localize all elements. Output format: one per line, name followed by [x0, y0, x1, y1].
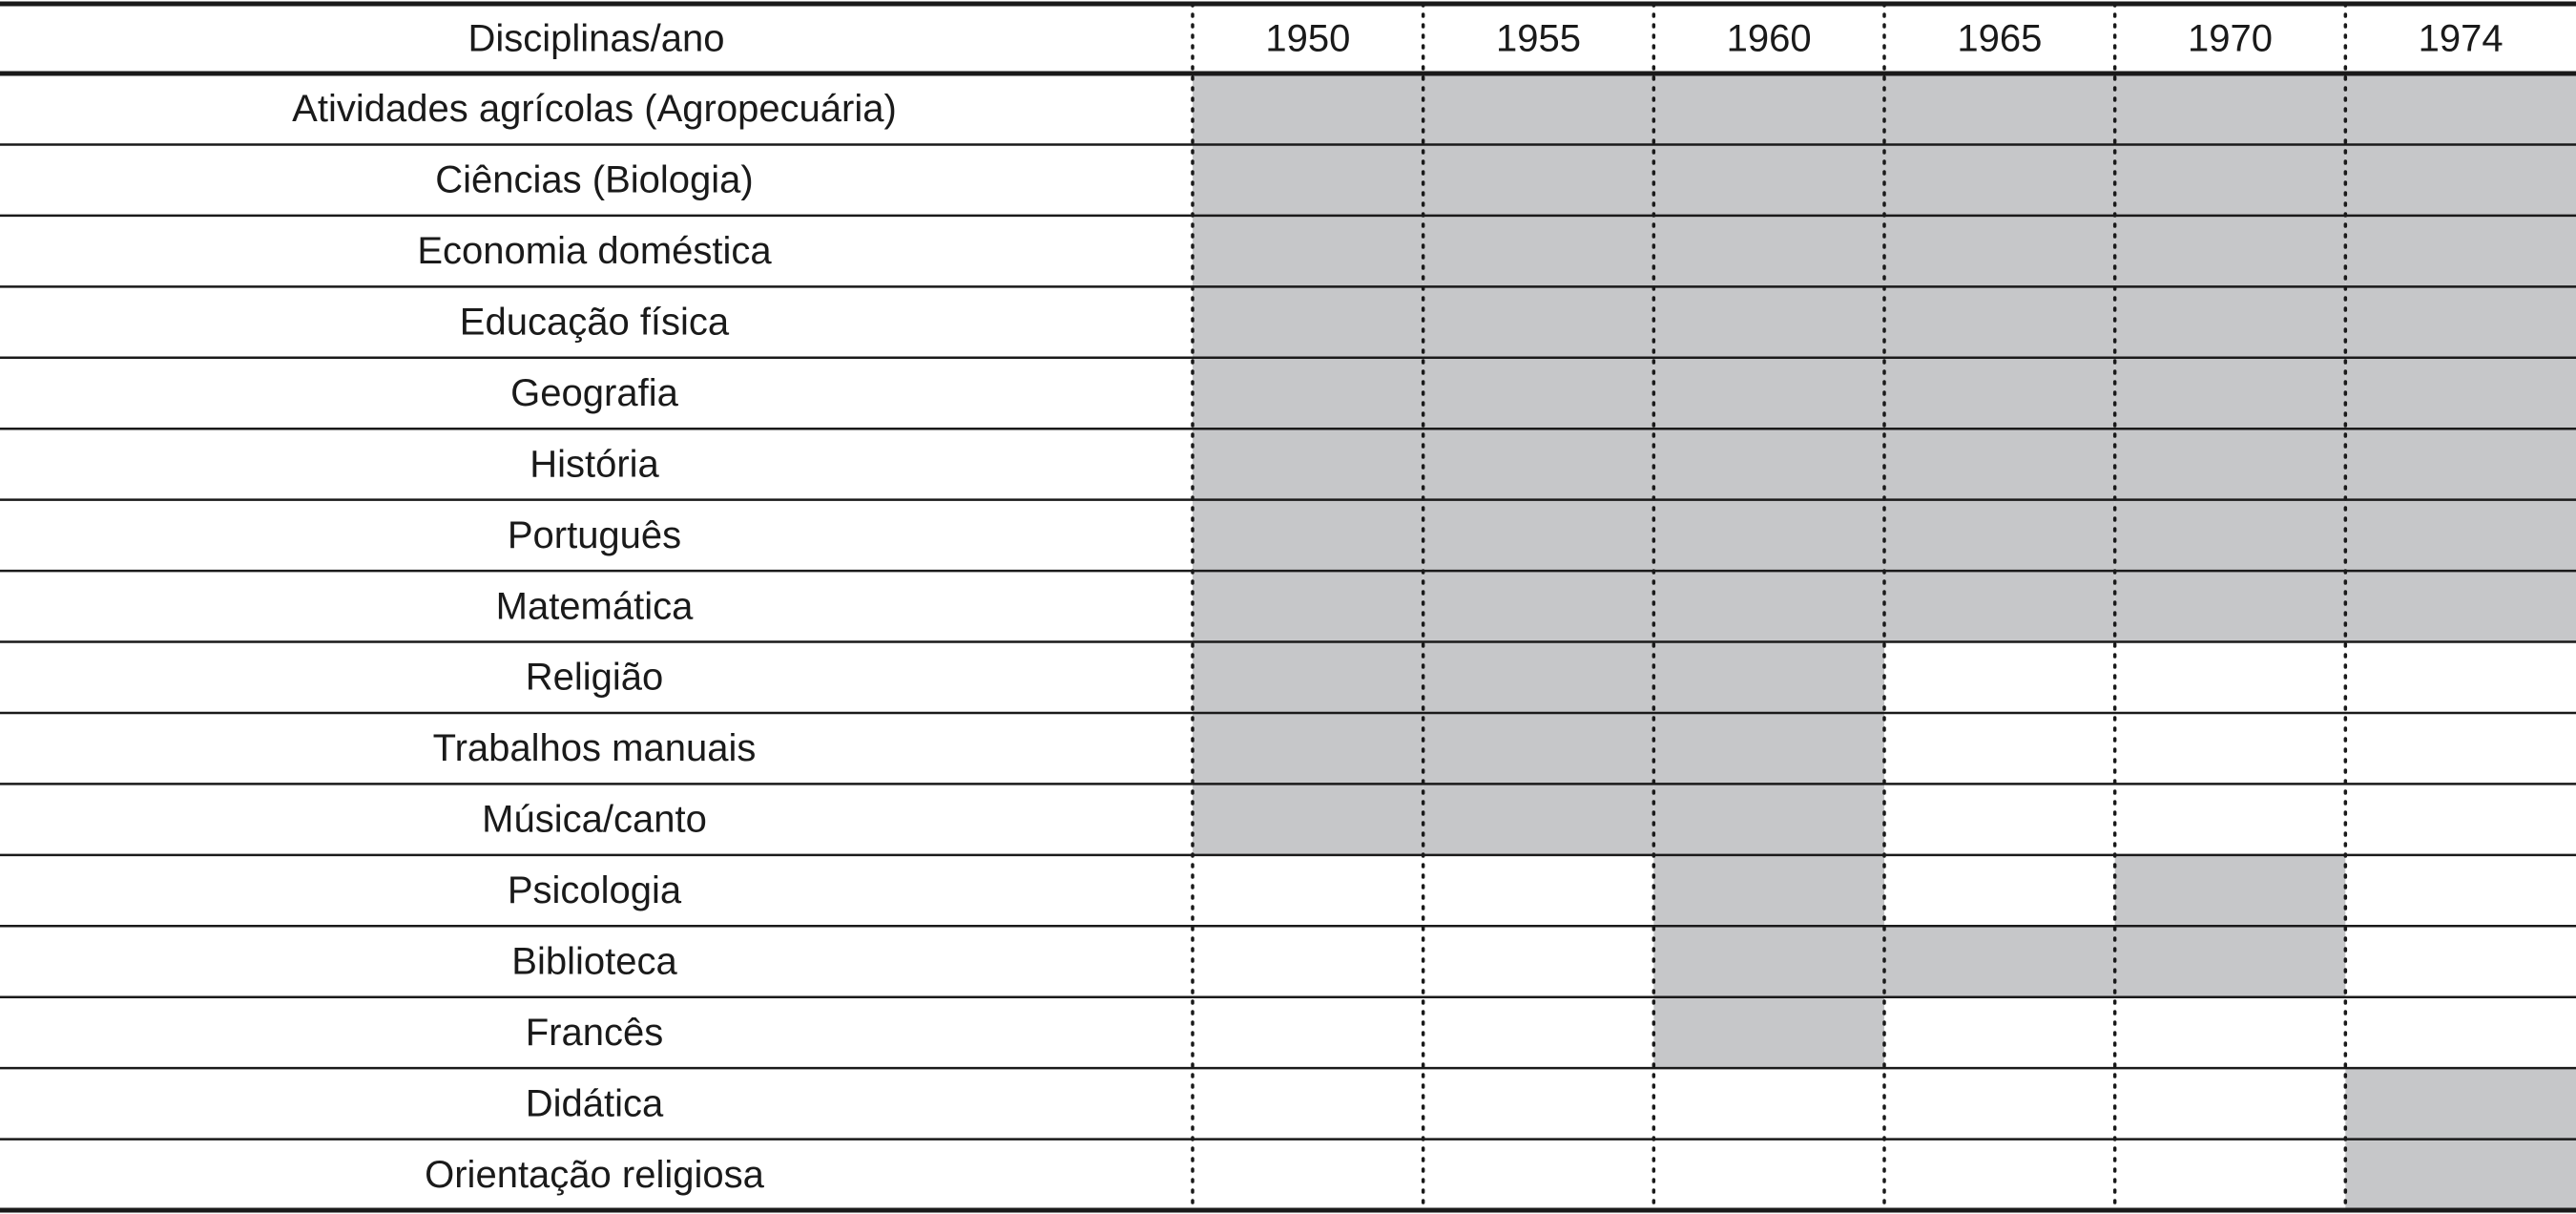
year-label-1955: 1955: [1496, 17, 1581, 60]
cell-educacao-fisica-1965: [1884, 286, 2115, 357]
cell-ciencias-biologia-1960: [1653, 144, 1884, 215]
discipline-label-musica-canto: Música/canto: [482, 798, 707, 841]
cell-biblioteca-1960: [1653, 926, 1884, 996]
cell-didatica-1974: [2345, 1068, 2576, 1139]
cell-educacao-fisica-1955: [1423, 286, 1654, 357]
discipline-label-trabalhos-manuais: Trabalhos manuais: [432, 727, 757, 770]
cell-matematica-1950: [1193, 571, 1423, 641]
cell-atividades-agricolas-agropecuaria-1955: [1423, 73, 1654, 144]
cell-historia-1950: [1193, 429, 1423, 499]
cell-musica-canto-1955: [1423, 784, 1654, 854]
cell-portugues-1955: [1423, 500, 1654, 571]
cell-geografia-1970: [2115, 358, 2346, 429]
cell-matematica-1970: [2115, 571, 2346, 641]
cell-ciencias-biologia-1955: [1423, 144, 1654, 215]
cell-economia-domestica-1970: [2115, 216, 2346, 286]
cell-portugues-1965: [1884, 500, 2115, 571]
year-label-1970: 1970: [2188, 17, 2273, 60]
cell-matematica-1965: [1884, 571, 2115, 641]
cell-geografia-1974: [2345, 358, 2576, 429]
cell-economia-domestica-1974: [2345, 216, 2576, 286]
cell-geografia-1965: [1884, 358, 2115, 429]
header-label: Disciplinas/ano: [467, 17, 725, 60]
cell-trabalhos-manuais-1955: [1423, 713, 1654, 784]
cell-historia-1974: [2345, 429, 2576, 499]
cell-economia-domestica-1955: [1423, 216, 1654, 286]
cell-portugues-1960: [1653, 500, 1884, 571]
cell-economia-domestica-1950: [1193, 216, 1423, 286]
discipline-label-matematica: Matemática: [495, 585, 694, 628]
cell-educacao-fisica-1950: [1193, 286, 1423, 357]
cell-trabalhos-manuais-1960: [1653, 713, 1884, 784]
cell-ciencias-biologia-1974: [2345, 144, 2576, 215]
cell-economia-domestica-1960: [1653, 216, 1884, 286]
discipline-label-religiao: Religião: [525, 656, 664, 699]
cell-portugues-1974: [2345, 500, 2576, 571]
cell-musica-canto-1960: [1653, 784, 1884, 854]
cell-atividades-agricolas-agropecuaria-1974: [2345, 73, 2576, 144]
cell-educacao-fisica-1960: [1653, 286, 1884, 357]
cell-portugues-1970: [2115, 500, 2346, 571]
cell-frances-1960: [1653, 997, 1884, 1068]
cell-educacao-fisica-1970: [2115, 286, 2346, 357]
cell-educacao-fisica-1974: [2345, 286, 2576, 357]
cell-economia-domestica-1965: [1884, 216, 2115, 286]
year-label-1974: 1974: [2418, 17, 2503, 60]
discipline-label-frances: Francês: [525, 1011, 664, 1054]
cell-historia-1970: [2115, 429, 2346, 499]
cell-geografia-1950: [1193, 358, 1423, 429]
cell-biblioteca-1965: [1884, 926, 2115, 996]
cell-biblioteca-1970: [2115, 926, 2346, 996]
cell-psicologia-1970: [2115, 855, 2346, 926]
cell-ciencias-biologia-1970: [2115, 144, 2346, 215]
cell-trabalhos-manuais-1950: [1193, 713, 1423, 784]
cell-portugues-1950: [1193, 500, 1423, 571]
discipline-label-didatica: Didática: [525, 1082, 664, 1125]
cell-geografia-1955: [1423, 358, 1654, 429]
cell-atividades-agricolas-agropecuaria-1965: [1884, 73, 2115, 144]
cell-orientacao-religiosa-1974: [2345, 1140, 2576, 1210]
discipline-label-orientacao-religiosa: Orientação religiosa: [425, 1153, 764, 1196]
cell-ciencias-biologia-1965: [1884, 144, 2115, 215]
cell-atividades-agricolas-agropecuaria-1950: [1193, 73, 1423, 144]
cell-religiao-1960: [1653, 642, 1884, 713]
cell-geografia-1960: [1653, 358, 1884, 429]
discipline-label-geografia: Geografia: [510, 371, 678, 414]
cell-atividades-agricolas-agropecuaria-1970: [2115, 73, 2346, 144]
discipline-label-historia: História: [530, 443, 659, 486]
discipline-label-economia-domestica: Economia doméstica: [417, 230, 772, 273]
discipline-label-biblioteca: Biblioteca: [511, 940, 677, 983]
discipline-label-psicologia: Psicologia: [507, 869, 682, 912]
cell-psicologia-1960: [1653, 855, 1884, 926]
cell-musica-canto-1950: [1193, 784, 1423, 854]
cell-ciencias-biologia-1950: [1193, 144, 1423, 215]
year-label-1950: 1950: [1265, 17, 1351, 60]
discipline-label-educacao-fisica: Educação física: [459, 301, 730, 344]
cell-religiao-1955: [1423, 642, 1654, 713]
year-label-1965: 1965: [1957, 17, 2043, 60]
cell-historia-1955: [1423, 429, 1654, 499]
discipline-label-portugues: Português: [507, 513, 682, 556]
cell-matematica-1955: [1423, 571, 1654, 641]
discipline-label-atividades-agricolas-agropecuaria: Atividades agrícolas (Agropecuária): [292, 88, 897, 131]
cell-historia-1960: [1653, 429, 1884, 499]
cell-matematica-1974: [2345, 571, 2576, 641]
year-label-1960: 1960: [1726, 17, 1812, 60]
cell-religiao-1950: [1193, 642, 1423, 713]
cell-matematica-1960: [1653, 571, 1884, 641]
cell-historia-1965: [1884, 429, 2115, 499]
cell-atividades-agricolas-agropecuaria-1960: [1653, 73, 1884, 144]
discipline-label-ciencias-biologia: Ciências (Biologia): [435, 158, 754, 201]
